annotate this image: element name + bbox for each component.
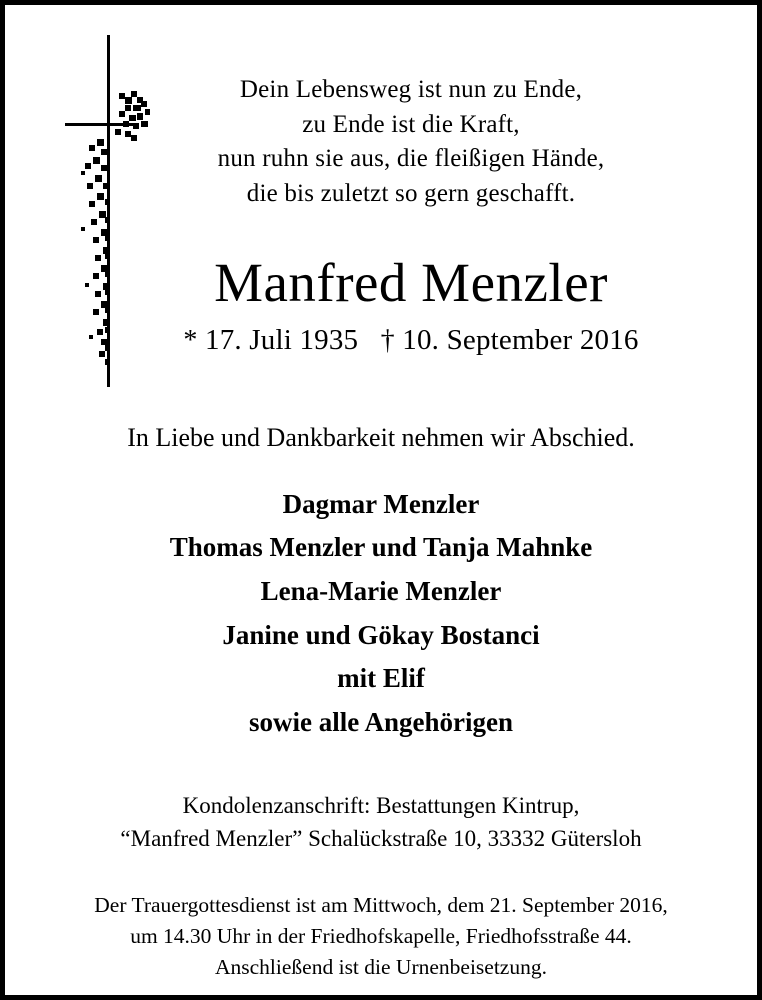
cross-with-ivy-icon xyxy=(45,35,165,395)
deceased-name: Manfred Menzler xyxy=(214,252,608,313)
service-information xyxy=(29,890,733,984)
verse-line-3: nun ruhn sie aus, die fleißigen Hände, xyxy=(217,145,605,172)
verse-line-1: Dein Lebensweg ist nun zu Ende, xyxy=(239,76,583,103)
family-name-3: Lena-Marie Menzler xyxy=(260,575,502,606)
family-name-1: Dagmar Menzler xyxy=(282,488,480,519)
birth-symbol: * xyxy=(183,324,198,356)
family-names xyxy=(29,483,733,745)
service-line-1: Der Trauergottesdienst ist am Mittwoch, dem 21. September 2016, xyxy=(94,892,668,917)
death-date: 10. September 2016 xyxy=(402,323,639,356)
verse-line-2: zu Ende ist die Kraft, xyxy=(302,110,520,138)
service-line-2: um 14.30 Uhr in der Friedhofskapelle, Friedhofsstraße 44. xyxy=(130,923,632,948)
family-name-4: Janine und Gökay Bostanci xyxy=(222,619,540,650)
verse-line-4: die bis zuletzt so gern geschafft. xyxy=(246,179,576,207)
family-name-2: Thomas Menzler und Tanja Mahnke xyxy=(169,532,593,563)
family-name-6: sowie alle Angehörigen xyxy=(249,707,513,738)
condolence-line-1: Kondolenzanschrift: Bestattungen Kintrup, xyxy=(182,792,580,818)
farewell-text: In Liebe und Dankbarkeit nehmen wir Abschied. xyxy=(127,422,635,452)
obituary-inner xyxy=(5,5,757,995)
condolence-address xyxy=(29,789,733,856)
birth-date: 17. Juli 1935 xyxy=(205,323,359,356)
death-symbol: † xyxy=(380,324,395,356)
condolence-line-2: “Manfred Menzler” Schalückstraße 10, 33332 Gütersloh xyxy=(120,826,642,852)
family-name-5: mit Elif xyxy=(337,663,425,694)
service-line-3: Anschließend ist die Urnenbeisetzung. xyxy=(215,954,547,979)
